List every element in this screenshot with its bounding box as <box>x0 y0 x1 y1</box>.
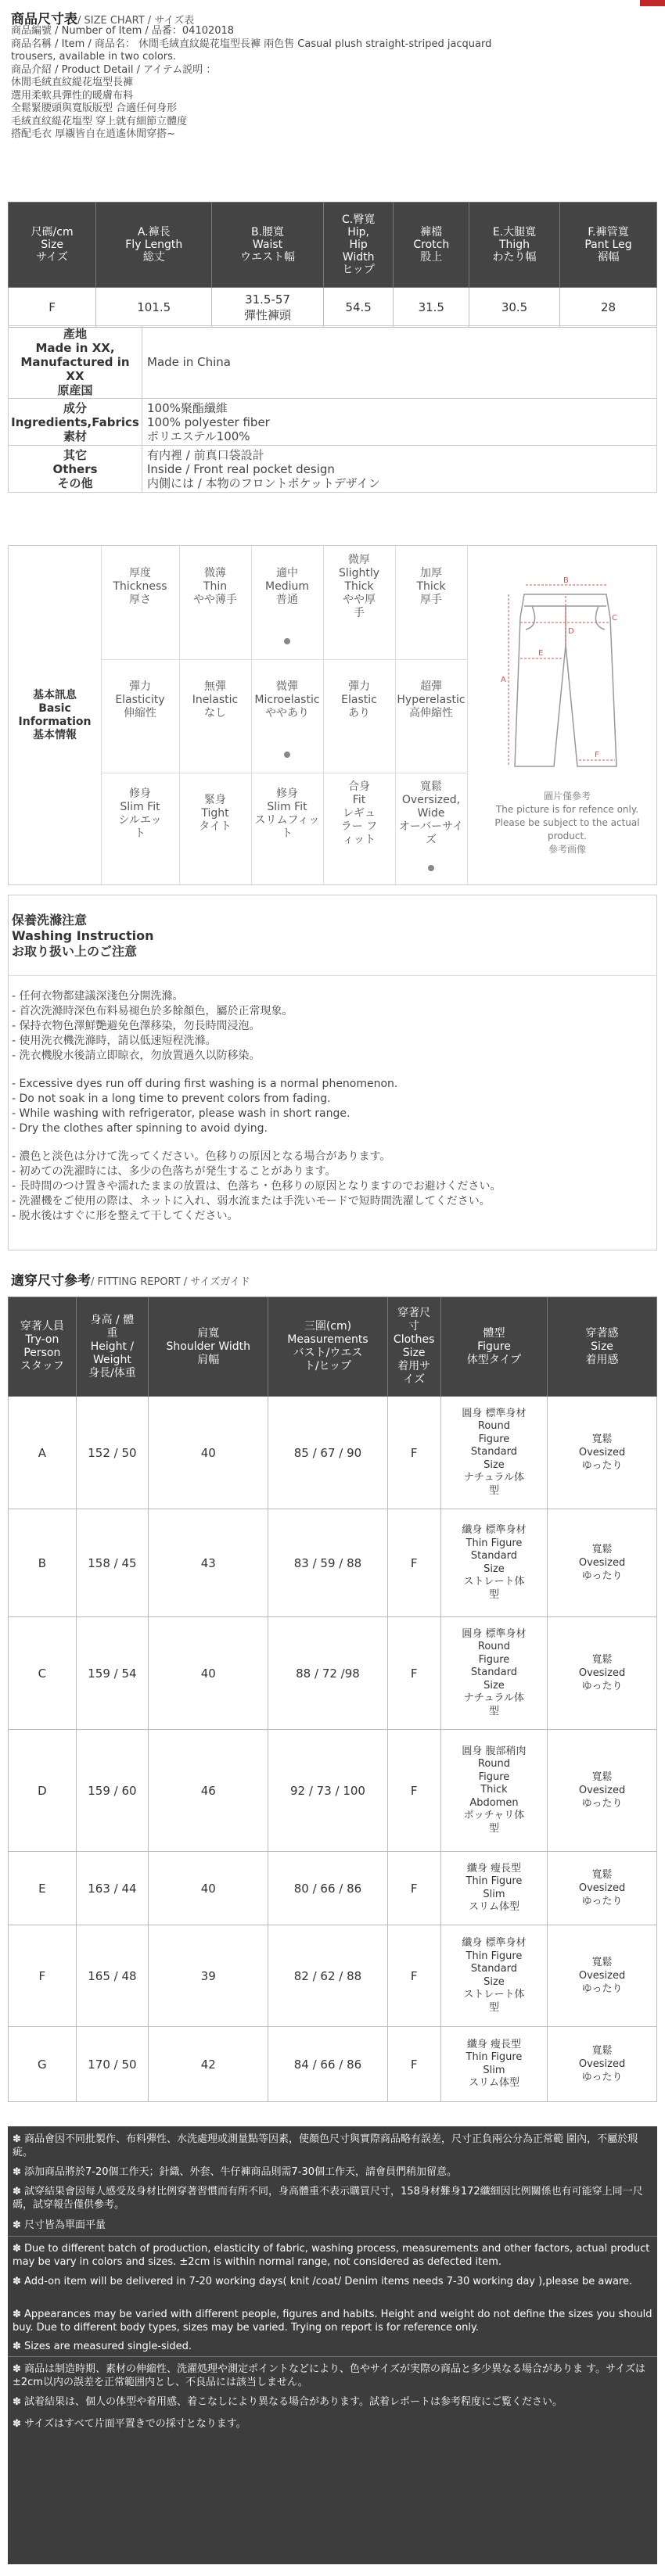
fitting-shoulder: 46 <box>149 1730 268 1852</box>
note-en: ✽ Due to different batch of production, elasticity of fabric, washing process, measurements and other factors, actual product may be vary in colors and sizes. ±2cm is within normal range, not considered as defected item. <box>13 2243 650 2268</box>
size-header-cell: 褲檔 Crotch 股上 <box>394 203 469 288</box>
fig-letter-f: F <box>595 751 599 759</box>
fitting-shoulder: 40 <box>149 1852 268 1925</box>
fitting-clothes-size: F <box>387 1617 440 1730</box>
washing-title: 保養洗滌注意 Washing Instruction お取り扱い上のご注意 <box>12 913 154 959</box>
basic-option: 寬鬆 Oversized, Wide オーバーサイ ズ <box>398 780 464 846</box>
basic-option: 微彈 Microelastic ややあり <box>254 680 320 719</box>
fitting-shoulder: 39 <box>149 1925 268 2027</box>
basic-option: 適中 Medium 普通 <box>265 567 309 606</box>
size-value-cell: F <box>9 288 96 328</box>
note-zh: ✽ 商品會因不同批製作、布料彈性、水洗處理或測量點等因素，使顏色尺寸與實際商品略有誤差，尺寸正負兩公分為正常範 圍內，不屬於瑕疵。 <box>13 2133 638 2158</box>
size-header-cell: 尺碼/cm Size サイズ <box>9 203 96 288</box>
material-label: 成分 Ingredients,Fabrics 素材 <box>9 399 142 446</box>
washing-divider <box>9 975 656 976</box>
selected-dot-icon <box>284 638 290 644</box>
fitting-height-weight: 163 / 44 <box>76 1852 148 1925</box>
product-info-line: 毛絨直紋緹花塩型 穿上就有細節立體度 <box>11 115 188 127</box>
product-info-line: 休閒毛絨直紋緹花塩型長褲 <box>11 77 134 88</box>
pants-diagram <box>485 571 649 855</box>
note-ja: ✽ 試着結果は、個人の体型や着用感、着こなしにより異なる場合があります。試着レポートは参考程度にご覧ください。 <box>13 2396 563 2408</box>
size-header-cell: C.臀寬 Hip, Hip Width ヒップ <box>323 203 394 288</box>
fitting-person: D <box>9 1730 77 1852</box>
fitting-figure: 纖身 標準身材 Thin Figure Standard Size ストレート体 型 <box>440 1509 547 1617</box>
fitting-size-feel: 寬鬆 Ovesized ゆったり <box>548 1509 657 1617</box>
fitting-clothes-size: F <box>387 1925 440 2027</box>
material-row <box>9 446 657 493</box>
fig-letter-c: C <box>612 614 617 622</box>
size-value-cell: 31.5 <box>394 288 469 328</box>
fitting-height-weight: 158 / 45 <box>76 1509 148 1617</box>
product-info <box>11 25 491 142</box>
size-value-cell: 54.5 <box>323 288 394 328</box>
fitting-measurements: 92 / 73 / 100 <box>268 1730 387 1852</box>
materials-table <box>8 325 657 493</box>
fitting-header-cell: 肩寬 Shoulder Width 肩幅 <box>149 1297 268 1397</box>
fitting-measurements: 88 / 72 /98 <box>268 1617 387 1730</box>
basic-option: 修身 Slim Fit スリムフィッ ト <box>254 787 320 840</box>
basic-option: 微薄 Thin やや薄手 <box>193 567 237 606</box>
size-chart-title: 商品尺寸表/ SIZE CHART / サイズ表 <box>11 12 195 27</box>
product-info-line: 商品介紹 / Product Detail / アイテム説明 ： <box>11 63 217 76</box>
fig-letter-a: A <box>501 676 506 684</box>
material-row <box>9 326 657 399</box>
fitting-size-feel: 寬鬆 Ovesized ゆったり <box>548 1617 657 1730</box>
size-table <box>8 202 657 328</box>
size-value-cell: 101.5 <box>96 288 212 328</box>
fitting-table <box>8 1297 657 2102</box>
fitting-row <box>9 1925 657 2027</box>
fitting-person: A <box>9 1397 77 1509</box>
size-table-row <box>9 288 657 328</box>
fitting-clothes-size: F <box>387 1730 440 1852</box>
fitting-row <box>9 1509 657 1617</box>
material-value: Made in China <box>142 326 657 399</box>
fitting-size-feel: 寬鬆 Ovesized ゆったり <box>548 1852 657 1925</box>
fitting-header-cell: 三圍(cm) Measurements バスト/ウエス ト/ヒップ <box>268 1297 387 1397</box>
product-info-line: 商品名稱 / Item / 商品名： 休閒毛絨直紋緹花塩型長褲 兩色售 Casual plush straight-striped jacquard <box>11 38 492 50</box>
material-label: 產地 Made in XX, Manufactured in XX 原産国 <box>9 326 142 399</box>
fitting-figure: 纖身 標準身材 Thin Figure Standard Size ストレート体 型 <box>440 1925 547 2027</box>
fitting-person: C <box>9 1617 77 1730</box>
washing-text-zh: - 任何衣物都建議深淺色分開洗滌。 - 首次洗滌時深色布料易褪色於多餘顏色，屬於正常現象。 - 保持衣物色澤鮮艷避免色澤移染，勿長時間浸泡。 - 使用洗衣機洗滌時，請以低速短程洗滌。 - 洗衣機脫水後請立即晾衣，勿放置過久以防移染。 <box>12 990 293 1062</box>
fitting-report-title: 適穿尺寸參考/ FITTING REPORT / サイズガイド <box>11 1273 250 1289</box>
material-value: 100%聚酯纖維 100% polyester fiber ポリエステル100% <box>142 399 657 446</box>
fitting-header-cell: 穿著尺 寸 Clothes Size 着用サ イズ <box>387 1297 440 1397</box>
fitting-report-subtitle: / FITTING REPORT / サイズガイド <box>91 1276 250 1288</box>
fitting-figure: 圓身 標準身材 Round Figure Standard Size ナチュラル体 型 <box>440 1397 547 1509</box>
fitting-height-weight: 170 / 50 <box>76 2027 148 2102</box>
fitting-height-weight: 159 / 60 <box>76 1730 148 1852</box>
corner-accent-mark <box>640 0 665 6</box>
size-table-header <box>9 203 657 288</box>
selected-dot-icon <box>428 865 434 871</box>
product-info-line: 商品編號 / Number of Item / 品番：04102018 <box>11 25 235 37</box>
basic-row-label: 厚度 Thickness 厚さ <box>113 567 167 606</box>
fitting-table-header <box>9 1297 657 1397</box>
basic-row-label: 彈力 Elasticity 伸縮性 <box>115 680 165 719</box>
washing-text-en: - Excessive dyes run off during first washing is a normal phenomenon. - Do not soak in a long time to prevent colors from fading. - While washing with refrigerator, please wash in short range. - Dry the clothes after spinning to avoid dying. <box>12 1078 398 1135</box>
material-row <box>9 399 657 446</box>
size-chart-subtitle: / SIZE CHART / サイズ表 <box>77 15 195 27</box>
fitting-header-cell: 穿著感 Size 着用感 <box>548 1297 657 1397</box>
fitting-figure: 纖身 瘦長型 Thin Figure Slim スリム体型 <box>440 1852 547 1925</box>
selected-dot-icon <box>284 752 290 758</box>
fitting-row <box>9 1852 657 1925</box>
fitting-figure: 圓身 標準身材 Round Figure Standard Size ナチュラル体 型 <box>440 1617 547 1730</box>
fitting-size-feel: 寬鬆 Ovesized ゆったり <box>548 1925 657 2027</box>
fig-letter-d: D <box>568 627 574 636</box>
note-en: ✽ Appearances may be varied with different people, figures and habits. Height and weight do not define the sizes you should buy. Due to different body types, sizes may be varied. Trying on report is for reference only. <box>13 2309 652 2334</box>
basic-option: 超彈 Hyperelastic 高伸縮性 <box>397 680 466 719</box>
fitting-row <box>9 1617 657 1730</box>
size-header-cell: E.大腿寬 Thigh わたり幅 <box>469 203 560 288</box>
fitting-measurements: 80 / 66 / 86 <box>268 1852 387 1925</box>
basic-option: 合身 Fit レギュ ラー フ ィット <box>340 780 378 846</box>
fitting-person: E <box>9 1852 77 1925</box>
washing-text-ja: - 濃色と淡色は分けて洗ってください。色移りの原因となる場合があります。 - 初めての洗濯時には、多少の色落ちが発生することがあります。 - 長時間のつけ置きや濡れたままの放置は、色落ち・色移りの原因となりますのでお避けください。 - 洗濯機をご使用の際は、ネットに入れ、弱水流または手洗いモードで短時間洗濯してください。 - 脱水後はすぐに形を整えて干してください。 <box>12 1150 501 1222</box>
fitting-person: G <box>9 2027 77 2102</box>
basic-grid-line <box>467 546 468 884</box>
fitting-height-weight: 165 / 48 <box>76 1925 148 2027</box>
fitting-shoulder: 43 <box>149 1509 268 1617</box>
fitting-header-cell: 穿著人員 Try-on Person スタッフ <box>9 1297 77 1397</box>
basic-row-label: 修身 Slim Fit シルエッ ト <box>118 787 162 840</box>
note-en: ✽ Sizes are measured single-sided. <box>13 2341 192 2352</box>
fitting-person: F <box>9 1925 77 2027</box>
fitting-header-cell: 體型 Figure 体型タイプ <box>440 1297 547 1397</box>
fitting-clothes-size: F <box>387 1397 440 1509</box>
note-ja: ✽ サイズはすべて片面平置きでの採寸となります。 <box>13 2418 246 2430</box>
fitting-person: B <box>9 1509 77 1617</box>
fig-letter-e: E <box>538 649 544 658</box>
note-en: ✽ Add-on item will be delivered in 7-20 working days( knit /coat/ Denim items needs 7-30 working day ),please be aware. <box>13 2276 633 2287</box>
basic-option: 緊身 Tight タイト <box>199 794 232 833</box>
size-value-cell: 31.5-57 彈性褲頭 <box>212 288 323 328</box>
pants-outline-icon <box>485 571 649 782</box>
fitting-row <box>9 1397 657 1509</box>
size-header-cell: F.褲管寬 Pant Leg 裾幅 <box>559 203 656 288</box>
fitting-measurements: 82 / 62 / 88 <box>268 1925 387 2027</box>
basic-info-label: 基本訊息 Basic Information 基本情報 <box>9 546 102 884</box>
basic-option: 無彈 Inelastic なし <box>192 680 239 719</box>
size-header-cell: B.腰寬 Waist ウエスト幅 <box>212 203 323 288</box>
fitting-measurements: 85 / 67 / 90 <box>268 1397 387 1509</box>
washing-panel <box>8 895 657 1250</box>
product-info-line: trousers, available in two colors. <box>11 51 177 63</box>
note-ja: ✽ 商品は制造時期、素材の伸縮性、洗濯処理や測定ポイントなどにより、色やサイズが実際の商品と多少異なる場合がありま す。サイズは±2cm以内の誤差を正常範囲内とし、不良品には該当しません。 <box>13 2363 646 2388</box>
product-info-line: 全鬆緊腰頭與寬版版型 合適任何身形 <box>11 102 178 114</box>
material-label: 其它 Others その他 <box>9 446 142 493</box>
size-header-cell: A.褲長 Fly Length 総丈 <box>96 203 212 288</box>
basic-option: 微厚 Slightly Thick やや厚 手 <box>338 554 380 619</box>
fitting-figure: 圓身 腹部稍肉 Round Figure Thick Abdomen ポッチャリ体 型 <box>440 1730 547 1852</box>
fig-letter-b: B <box>563 576 569 585</box>
fitting-clothes-size: F <box>387 1852 440 1925</box>
notes-divider <box>8 2236 657 2237</box>
fitting-size-feel: 寬鬆 Ovesized ゆったり <box>548 2027 657 2102</box>
size-value-cell: 30.5 <box>469 288 560 328</box>
material-value: 有内裡 / 前真口袋設計 Inside / Front real pocket design 内側には / 本物のフロントポケットデザイン <box>142 446 657 493</box>
notes-panel <box>8 2126 657 2564</box>
figure-caption: 圖片僅參考 The picture is for refence only. Please be subject to the actual product. 參考画像 <box>494 791 640 855</box>
note-zh: ✽ 添加商品將於7-20個工作天；針織、外套、牛仔褲商品則需7-30個工作天，請會員們稍加留意。 <box>13 2166 458 2178</box>
fitting-shoulder: 40 <box>149 1397 268 1509</box>
fitting-shoulder: 42 <box>149 2027 268 2102</box>
product-info-line: 搭配毛衣 厚襯皆自在逍遙休閒穿搭~ <box>11 128 176 140</box>
fitting-shoulder: 40 <box>149 1617 268 1730</box>
fitting-figure: 纖身 瘦長型 Thin Figure Slim スリム体型 <box>440 2027 547 2102</box>
fitting-row <box>9 2027 657 2102</box>
note-zh: ✽ 尺寸皆為單面平量 <box>13 2219 106 2231</box>
fitting-clothes-size: F <box>387 1509 440 1617</box>
product-info-line: 選用柔軟具彈性的暖膚布料 <box>11 89 134 102</box>
basic-option: 彈力 Elastic あり <box>341 680 377 719</box>
basic-option: 加厚 Thick 厚手 <box>416 567 446 606</box>
fitting-height-weight: 152 / 50 <box>76 1397 148 1509</box>
fitting-clothes-size: F <box>387 2027 440 2102</box>
size-value-cell: 28 <box>559 288 656 328</box>
fitting-height-weight: 159 / 54 <box>76 1617 148 1730</box>
fitting-size-feel: 寬鬆 Ovesized ゆったり <box>548 1730 657 1852</box>
fitting-measurements: 83 / 59 / 88 <box>268 1509 387 1617</box>
fitting-measurements: 84 / 66 / 86 <box>268 2027 387 2102</box>
fitting-size-feel: 寬鬆 Ovesized ゆったり <box>548 1397 657 1509</box>
note-zh: ✽ 試穿結果會因每人感受及身材比例穿著習慣而有所不同，身高體重不表示購買尺寸，158身材難身172纖細因比例關係也有可能穿上同一尺碼，試穿報告僅供參考。 <box>13 2186 643 2211</box>
notes-divider <box>8 2356 657 2357</box>
fitting-row <box>9 1730 657 1852</box>
fitting-header-cell: 身高 / 體 重 Height / Weight 身長/体重 <box>76 1297 148 1397</box>
